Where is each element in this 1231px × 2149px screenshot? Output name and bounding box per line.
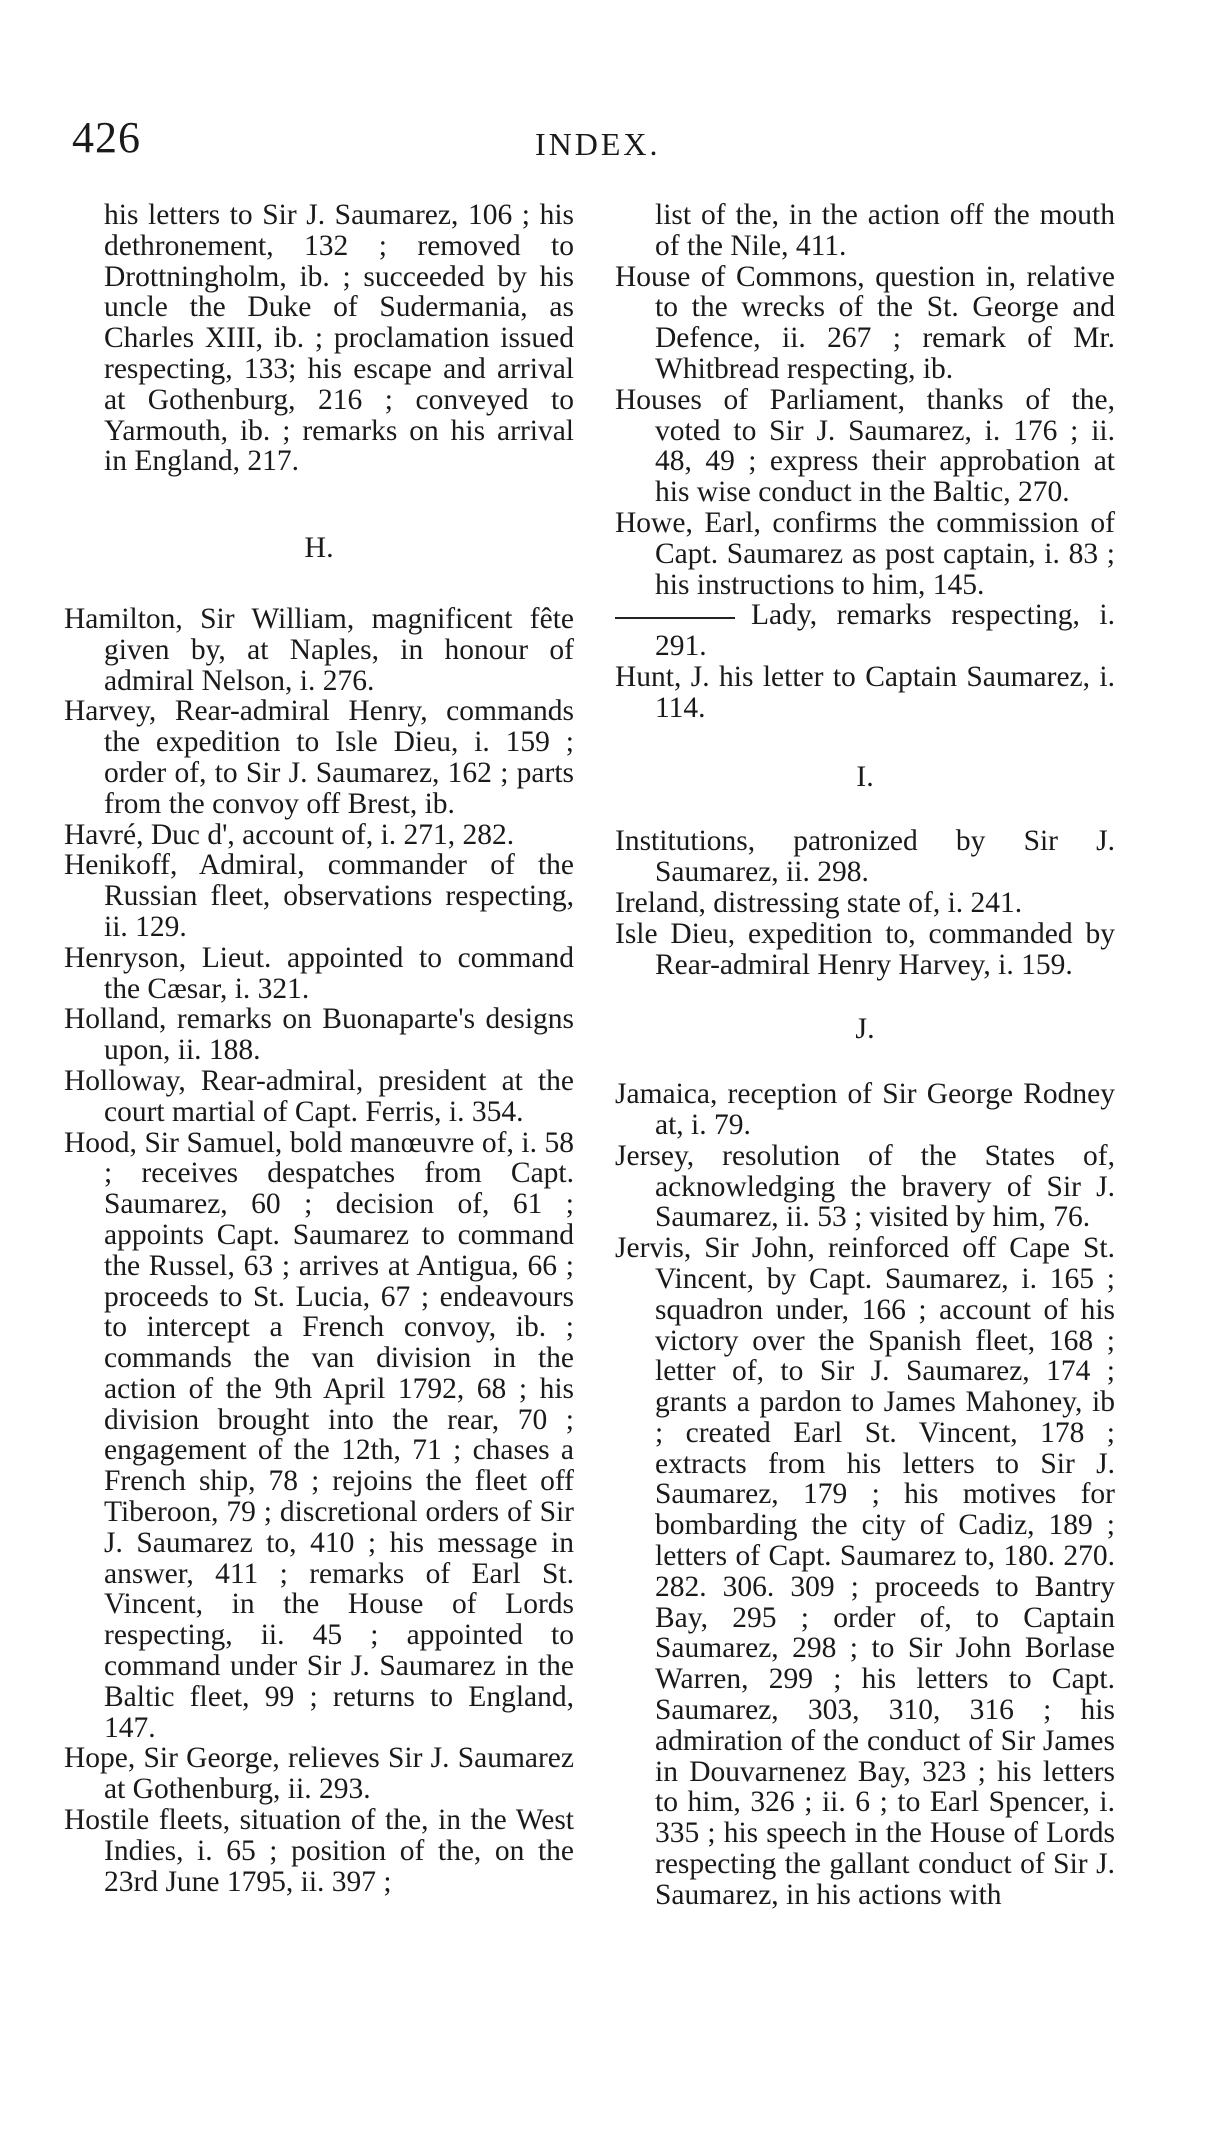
section-letter-h: H.: [304, 531, 334, 565]
index-entry: Henryson, Lieut. appointed to command the Cæsar, i. 321.: [64, 941, 574, 1005]
index-entry: Ireland, distressing state of, i. 241.: [615, 886, 1023, 919]
index-entry: Jamaica, reception of Sir George Rodney at, i. 79.: [615, 1078, 1115, 1141]
continuation-entry: list of the, in the action off the mouth of the Nile, 411.: [655, 199, 1115, 262]
ditto-dash: [615, 617, 735, 619]
left-column: [64, 200, 574, 1897]
index-entry: Hood, Sir Samuel, bold manœuvre of, i. 58 ; receives despatches from Capt. Saumarez, 60 ; decision of, 61 ; appoints Capt. Saumarez to command the Russel, 63 ; arrives at Antigua, 66 ; proceeds to St. Lucia, 67 ; endeavours to intercept a French convoy, ib. ; commands the van division in the action of the 9th April 1792, 68 ; his division brought into the rear, 70 ; engagement of the 12th, 71 ; chases a French ship, 78 ; rejoins the fleet off Tiberoon, 79 ; discretional orders of Sir J. Saumarez to, 410 ; his message in answer, 411 ; remarks of Earl St. Vincent, in the House of Lords respecting, ii. 45 ; appointed to command under Sir J. Saumarez in the Baltic fleet, 99 ; returns to England, 147.: [64, 1126, 574, 1744]
index-entry: Harvey, Rear-admiral Henry, commands the expedition to Isle Dieu, i. 159 ; order of, to Sir J. Saumarez, 162 ; parts from the convoy off Brest, ib.: [64, 695, 574, 820]
running-title: INDEX.: [535, 126, 661, 162]
index-entry: Hostile fleets, situation of the, in the West Indies, i. 65 ; position of the, on the 23rd June 1795, ii. 397 ;: [64, 1804, 574, 1898]
index-entry: Hope, Sir George, relieves Sir J. Saumarez at Gothenburg, ii. 293.: [64, 1742, 574, 1806]
page-number: 426: [72, 113, 141, 162]
page-header: [0, 112, 1231, 182]
index-entry: Holland, remarks on Buonaparte's designs upon, ii. 188.: [64, 1003, 574, 1067]
index-entry: Jervis, Sir John, reinforced off Cape St. Vincent, by Capt. Saumarez, i. 165 ; squadron under, 166 ; account of his victory over the Spanish fleet, 168 ; letter of, to Sir J. Saumarez, 174 ; grants a pardon to James Mahoney, ib ; created Earl St. Vincent, 178 ; extracts from his letters to Sir J. Saumarez, 179 ; his motives for bombarding the city of Cadiz, 189 ; letters of Capt. Saumarez to, 180. 270. 282. 306. 309 ; proceeds to Bantry Bay, 295 ; order of, to Captain Saumarez, 298 ; to Sir John Borlase Warren, 299 ; his letters to Capt. Saumarez, 303, 310, 316 ; his admiration of the conduct of Sir James in Douvarnenez Bay, 323 ; his letters to him, 326 ; ii. 6 ; to Earl Spencer, i. 335 ; his speech in the House of Lords respecting the gallant conduct of Sir J. Saumarez, in his actions with: [615, 1232, 1115, 1911]
section-letter-i: I.: [856, 759, 874, 793]
right-column: [615, 200, 1115, 1911]
continuation-entry: his letters to Sir J. Saumarez, 106 ; his dethronement, 132 ; removed to Drottningholm, ib. ; succeeded by his uncle the Duke of Sudermania, as Charles XIII, ib. ; proclamation issued respecting, 133; his escape and arrival at Gothenburg, 216 ; conveyed to Yarmouth, ib. ; remarks on his arrival in England, 217.: [104, 199, 574, 478]
index-entry: Howe, Earl, confirms the commission of Capt. Saumarez as post captain, i. 83 ; his instructions to him, 145.: [615, 506, 1115, 601]
index-entry: Isle Dieu, expedition to, commanded by Rear-admiral Henry Harvey, i. 159.: [615, 917, 1115, 981]
index-entry: Henikoff, Admiral, commander of the Russian fleet, observations respecting, ii. 129.: [64, 849, 574, 943]
index-sub-entry: [615, 600, 1115, 662]
sub-entry-text: Lady, remarks respecting, i. 291.: [655, 599, 1115, 663]
index-entry: Jersey, resolution of the States of, acknowledging the bravery of Sir J. Saumarez, ii. 53 ; visited by him, 76.: [615, 1139, 1115, 1234]
section-letter-j: J.: [855, 1012, 875, 1046]
index-entry: Hamilton, Sir William, magnificent fête given by, at Naples, in honour of admiral Nelson, i. 276.: [64, 602, 574, 697]
index-entry: Institutions, patronized by Sir J. Saumarez, ii. 298.: [615, 825, 1115, 889]
index-entry: Houses of Parliament, thanks of the, voted to Sir J. Saumarez, i. 176 ; ii. 48, 49 ; express their approbation at his wise conduct in the Baltic, 270.: [615, 383, 1115, 509]
index-entry: Havré, Duc d', account of, i. 271, 282.: [64, 818, 515, 851]
index-entry: Holloway, Rear-admiral, president at the court martial of Capt. Ferris, i. 354.: [64, 1064, 574, 1128]
index-entry: Hunt, J. his letter to Captain Saumarez, i. 114.: [615, 660, 1115, 724]
index-entry: House of Commons, question in, relative to the wrecks of the St. George and Defence, ii. 267 ; remark of Mr. Whitbread respecting, ib.: [615, 260, 1115, 385]
